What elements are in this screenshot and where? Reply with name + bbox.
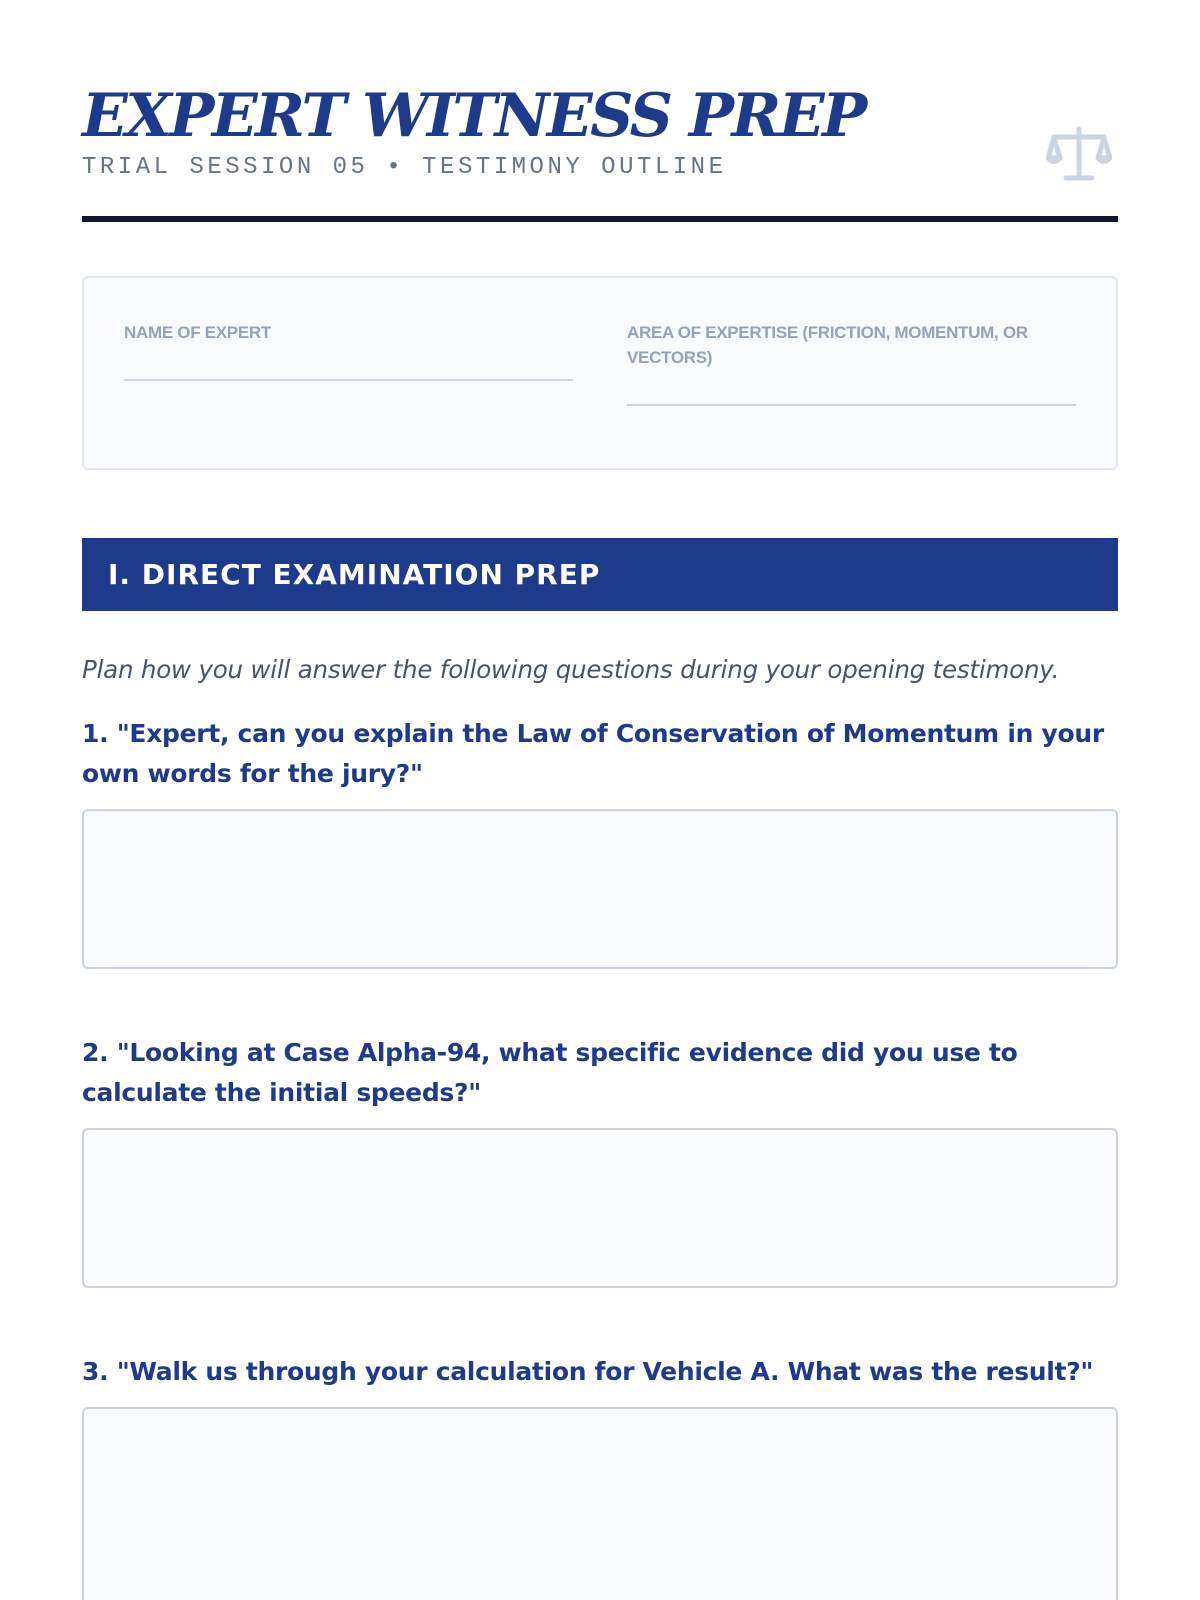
page-title: EXPERT WITNESS PREP xyxy=(82,81,865,151)
page-subtitle: TRIAL SESSION 05 • TESTIMONY OUTLINE xyxy=(82,154,727,181)
answer-box-1[interactable] xyxy=(82,809,1118,969)
scales-of-justice-icon xyxy=(1046,124,1112,186)
question-2: 2. "Looking at Case Alpha-94, what specific evidence did you use to calculate the initial speeds?" xyxy=(82,1038,1018,1107)
expert-name-label: NAME OF EXPERT xyxy=(124,323,271,342)
question-3: 3. "Walk us through your calculation for Vehicle A. What was the result?" xyxy=(82,1357,1094,1386)
section-header-direct-examination xyxy=(82,538,1118,611)
expertise-area-label: AREA OF EXPERTISE (FRICTION, MOMENTUM, OR VECTORS) xyxy=(627,323,1028,367)
answer-box-2[interactable] xyxy=(82,1128,1118,1288)
worksheet-header xyxy=(82,0,1118,222)
section-instructions: Plan how you will answer the following questions during your opening testimony. xyxy=(82,655,1060,684)
expert-info-panel xyxy=(82,276,1118,470)
answer-box-3[interactable] xyxy=(82,1407,1118,1600)
expertise-area-line[interactable] xyxy=(627,404,1076,406)
expertise-area-field[interactable] xyxy=(627,320,1076,468)
question-1: 1. "Expert, can you explain the Law of Conservation of Momentum in your own words for the jury?" xyxy=(82,719,1104,788)
expert-name-line[interactable] xyxy=(124,379,573,381)
section-title: I. DIRECT EXAMINATION PREP xyxy=(108,558,601,591)
expert-name-field[interactable] xyxy=(124,320,573,468)
